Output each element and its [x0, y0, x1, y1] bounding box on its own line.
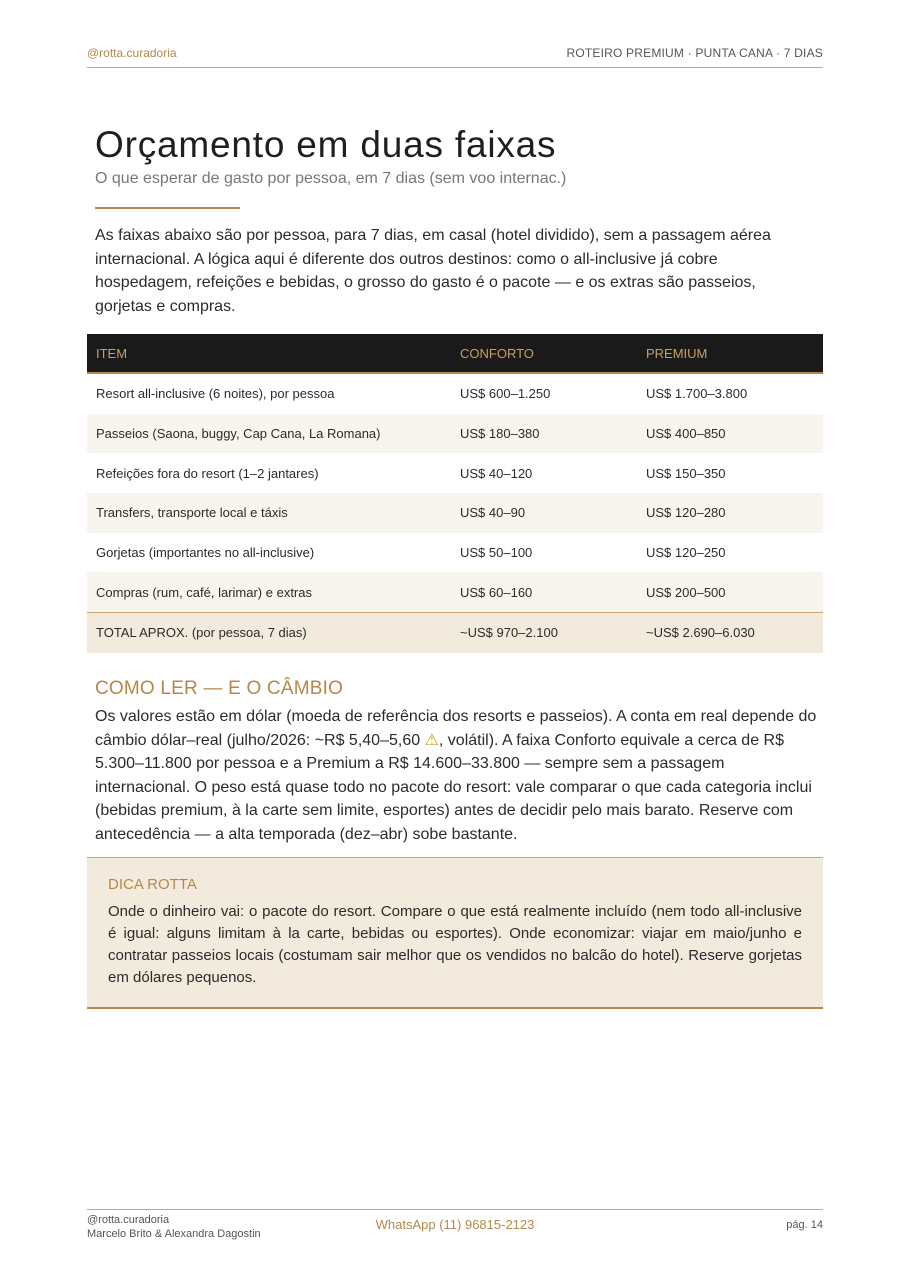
row-premium: US$ 120–250 [646, 545, 726, 561]
row-conforto: US$ 180–380 [451, 414, 637, 454]
total-premium: ~US$ 2.690–6.030 [637, 613, 823, 653]
table-row [87, 493, 823, 533]
budget-table [87, 334, 823, 653]
table-row [87, 533, 823, 573]
row-premium: US$ 150–350 [646, 465, 726, 481]
column-header-item: ITEM [87, 334, 451, 373]
table-row [87, 572, 823, 612]
row-item: Refeições fora do resort (1–2 jantares) [96, 465, 319, 481]
warning-icon: ⚠ [424, 731, 439, 749]
table-row [87, 453, 823, 493]
row-item: Passeios (Saona, buggy, Cap Cana, La Romana) [87, 414, 451, 454]
intro-paragraph: As faixas abaixo são por pessoa, para 7 dias, em casal (hotel dividido), sem a passagem aérea internacional. A lógica aqui é diferente dos outros destinos: como o all-inclusive já cobre hospedagem, refeições e bebidas, o grosso do gasto é o pacote — e os extras são passeios, gorjetas e compras. [95, 227, 771, 315]
footer-whatsapp-contact: WhatsApp (11) 96815-2123 [375, 1217, 535, 1232]
footer-authors: Marcelo Brito & Alexandra Dagostin [87, 1228, 261, 1240]
row-conforto: US$ 50–100 [460, 545, 533, 561]
table-total-row [87, 613, 823, 653]
row-premium: US$ 400–850 [637, 414, 823, 454]
column-header-conforto: CONFORTO [451, 334, 637, 373]
row-conforto: US$ 60–160 [451, 572, 637, 612]
total-conforto: ~US$ 970–2.100 [451, 613, 637, 653]
row-item: Gorjetas (importantes no all-inclusive) [96, 545, 315, 561]
page-header [87, 46, 823, 68]
page-title: Orçamento em duas faixas [95, 124, 557, 165]
tip-text: Onde o dinheiro vai: o pacote do resort. Compare o que está realmente incluído (nem todo all-inclusive é igual: alguns limitam à la carte, bebidas ou esportes). Onde economizar: viajar em maio/junho e contratar passeios locais (costumam sair melhor que os vendidos no balcão do hotel). Reserve gorjetas em dólares pequenos. [108, 903, 802, 986]
footer-page-number: pág. 14 [786, 1219, 823, 1231]
header-brand: @rotta.curadoria [87, 46, 177, 60]
row-item: Resort all-inclusive (6 noites), por pessoa [96, 386, 335, 402]
section-text-part-2: , volátil). A faixa Conforto equivale a cerca de R$ 5.300–11.800 por pessoa e a Premium a R$ 14.600–33.800 — sempre sem a passagem internacional. O peso está quase todo no pacote do resort: vale comparar o que cada categoria inclui (bebidas premium, à la carte sem limite, esportes) antes de decidir pelo mais barato. Reserve com antecedência — a alta temporada (dez–abr) sobe bastante. [95, 731, 812, 843]
row-conforto: US$ 600–1.250 [460, 386, 551, 402]
tip-box [87, 857, 823, 1009]
row-item: Transfers, transporte local e táxis [87, 493, 451, 533]
row-premium: US$ 120–280 [637, 493, 823, 533]
page-footer [87, 1209, 823, 1250]
column-header-premium: PREMIUM [637, 334, 823, 373]
row-conforto: US$ 40–90 [451, 493, 637, 533]
footer-brand: @rotta.curadoria [87, 1214, 170, 1226]
row-premium: US$ 1.700–3.800 [646, 386, 748, 402]
section-text-part-1: Os valores estão em dólar (moeda de referência dos resorts e passeios). A conta em real depende do câmbio dólar–real (julho/2026: ~R$ 5,40–5,60 [95, 708, 817, 749]
page-subtitle: O que esperar de gasto por pessoa, em 7 dias (sem voo internac.) [95, 170, 567, 187]
total-label: TOTAL APROX. (por pessoa, 7 dias) [87, 613, 451, 653]
table-row [87, 373, 823, 414]
header-doc-title: ROTEIRO PREMIUM · PUNTA CANA · 7 DIAS [566, 46, 823, 60]
row-conforto: US$ 40–120 [460, 465, 533, 481]
section-title: COMO LER — E O CÂMBIO [95, 678, 344, 699]
tip-title: DICA ROTTA [108, 876, 197, 893]
table-header-row [87, 334, 823, 373]
section-paragraph [95, 705, 817, 846]
row-item: Compras (rum, café, larimar) e extras [87, 572, 451, 612]
table-row [87, 414, 823, 454]
title-divider [95, 207, 240, 209]
row-premium: US$ 200–500 [637, 572, 823, 612]
